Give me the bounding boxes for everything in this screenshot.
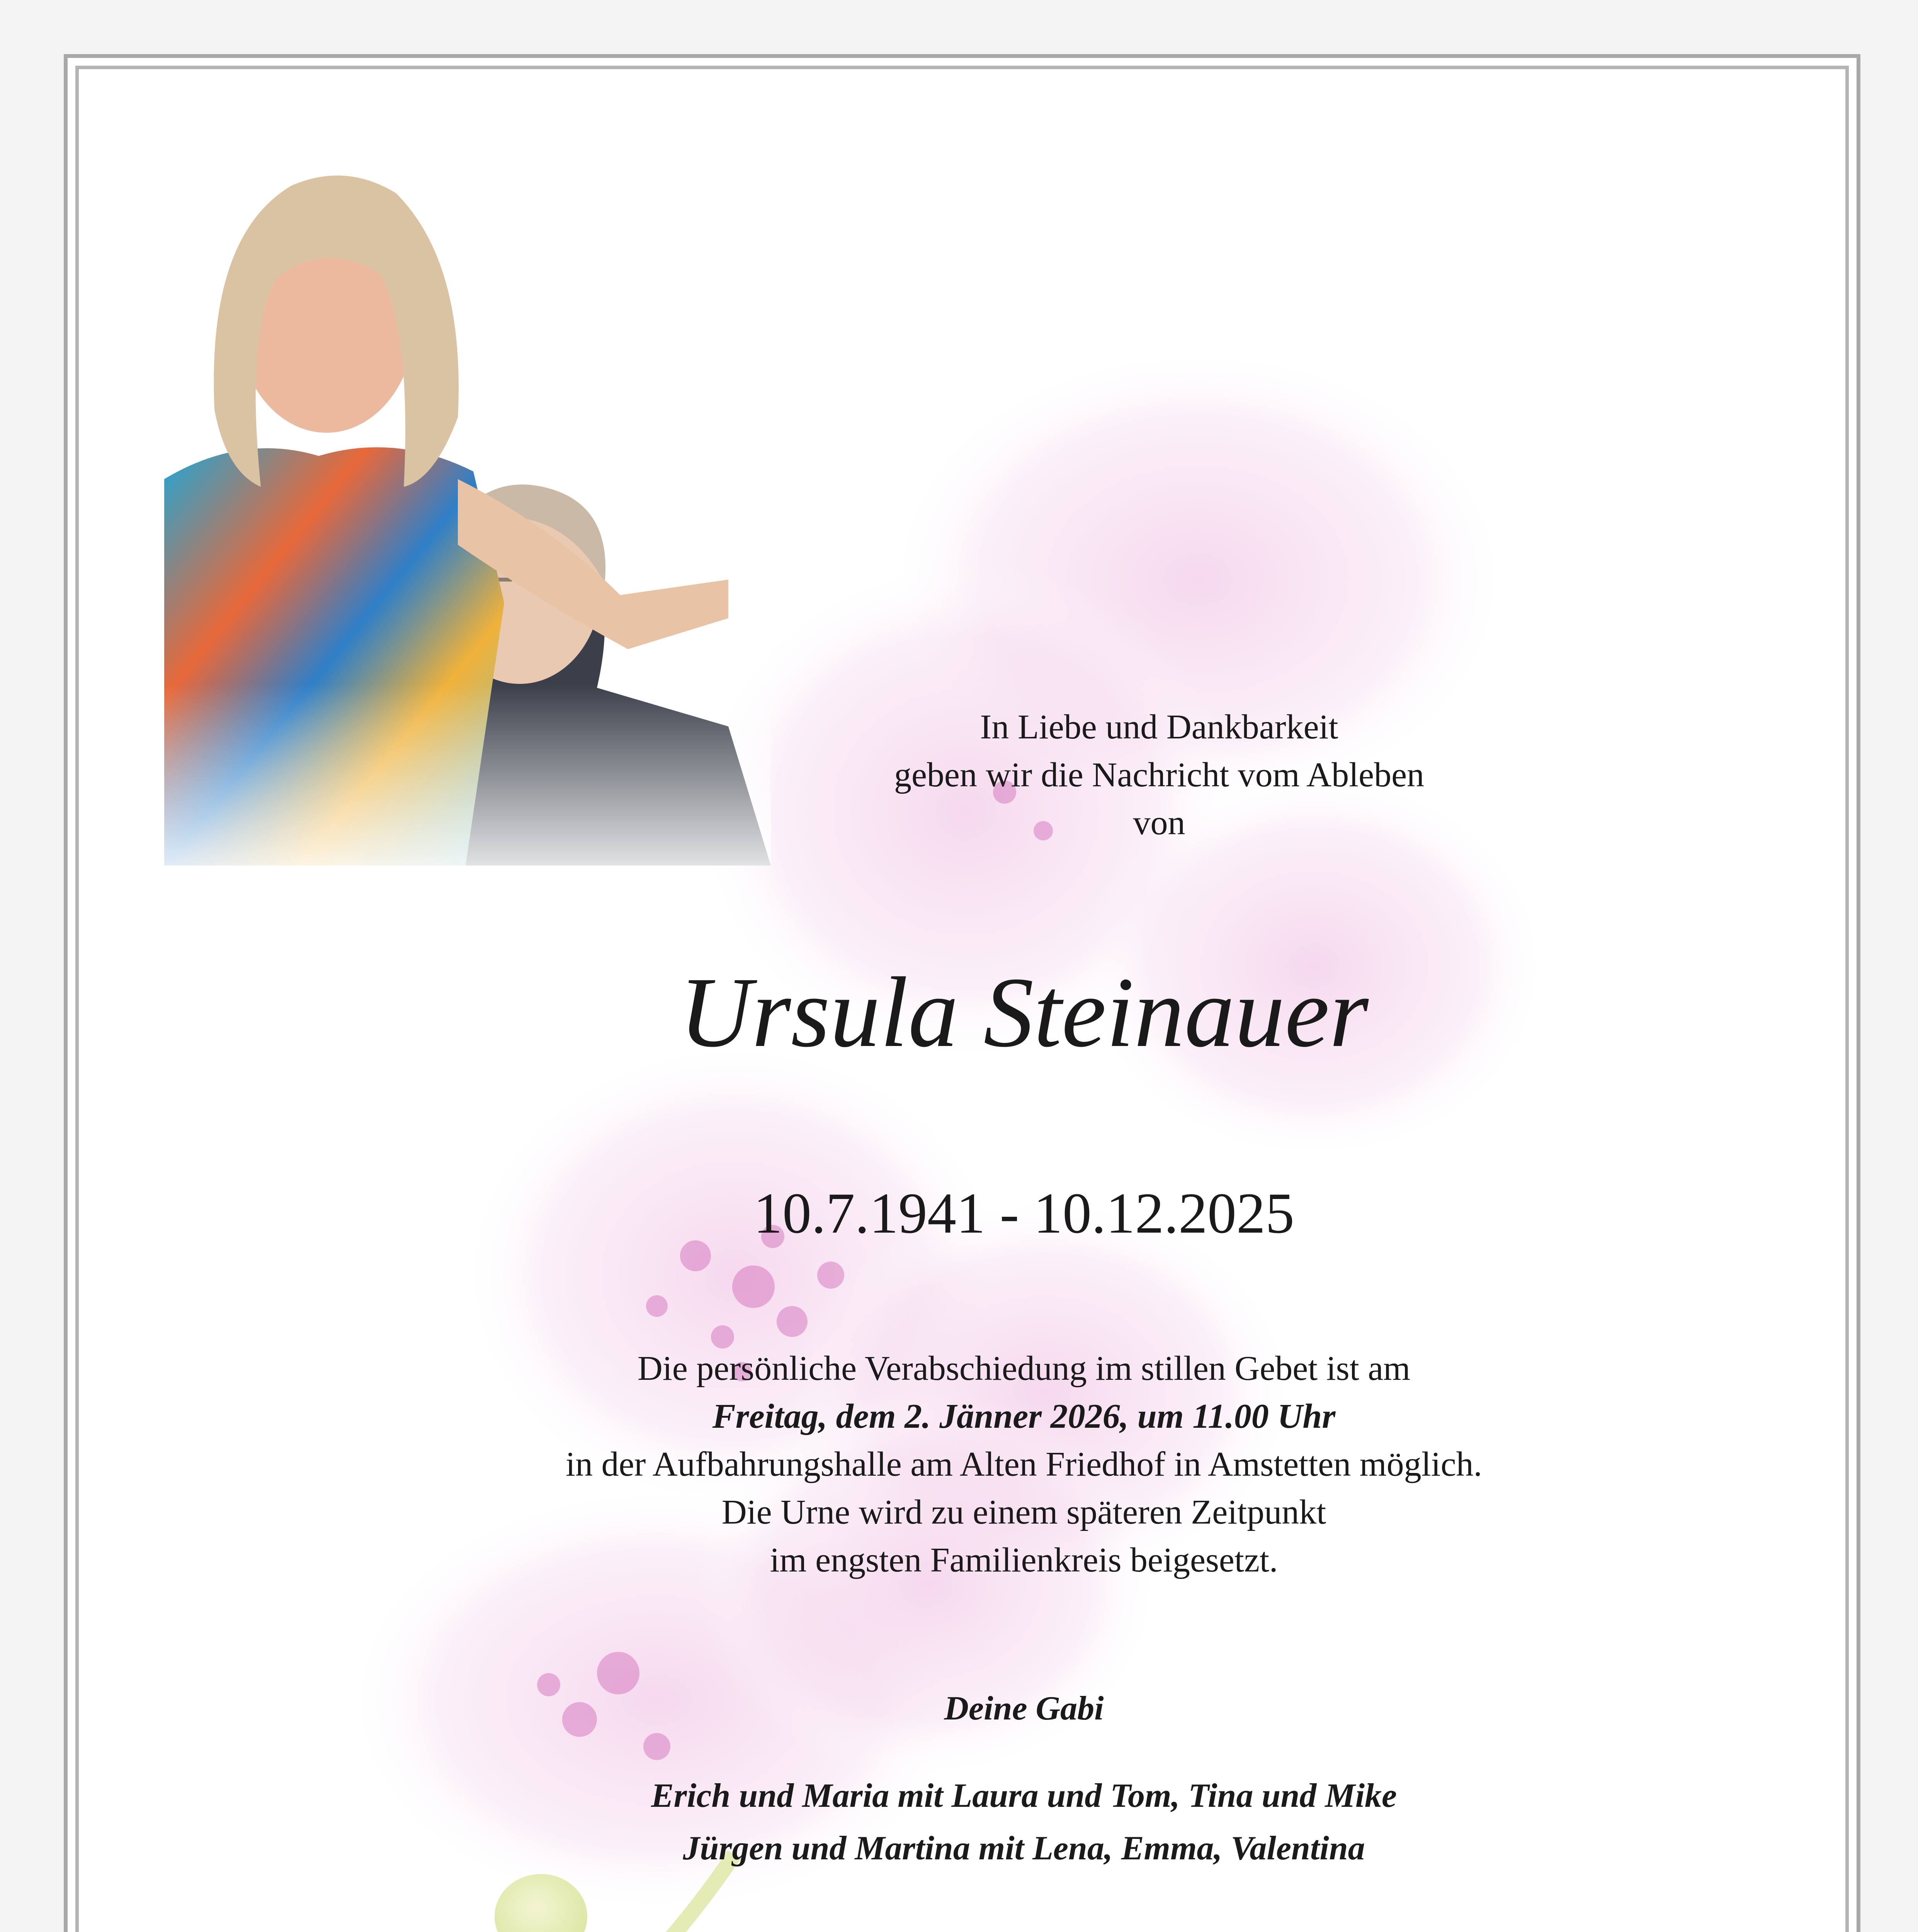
ceremony-line: im engsten Familienkreis beigesetzt. (770, 1541, 1278, 1579)
intro-line: In Liebe und Dankbarkeit (980, 708, 1338, 746)
ceremony-line: Die Urne wird zu einem späteren Zeitpunkt (721, 1493, 1326, 1531)
ceremony-line: Die persönliche Verabschiedung im stillen Gebet ist am (637, 1349, 1411, 1388)
life-dates: 10.7.1941 - 10.12.2025 (753, 1181, 1294, 1245)
intro-line: von (1133, 804, 1185, 842)
signer-name: Deine Gabi (944, 1690, 1104, 1727)
ceremony-info (309, 1345, 1739, 1584)
ceremony-line: in der Aufbahrungshalle am Alten Friedhof in Amstetten möglich. (565, 1445, 1483, 1483)
intro-line: geben wir die Nachricht vom Ableben (894, 756, 1425, 794)
family-members (386, 1770, 1661, 1875)
family-line: Erich und Maria mit Laura und Tom, Tina und Mike (651, 1777, 1397, 1815)
deceased-name: Ursula Steinauer (679, 957, 1369, 1068)
intro-text (657, 703, 1661, 847)
family-line: Jürgen und Martina mit Lena, Emma, Valentina (683, 1830, 1365, 1867)
ceremony-date: Freitag, dem 2. Jänner 2026, um 11.00 Uhr (712, 1397, 1336, 1435)
